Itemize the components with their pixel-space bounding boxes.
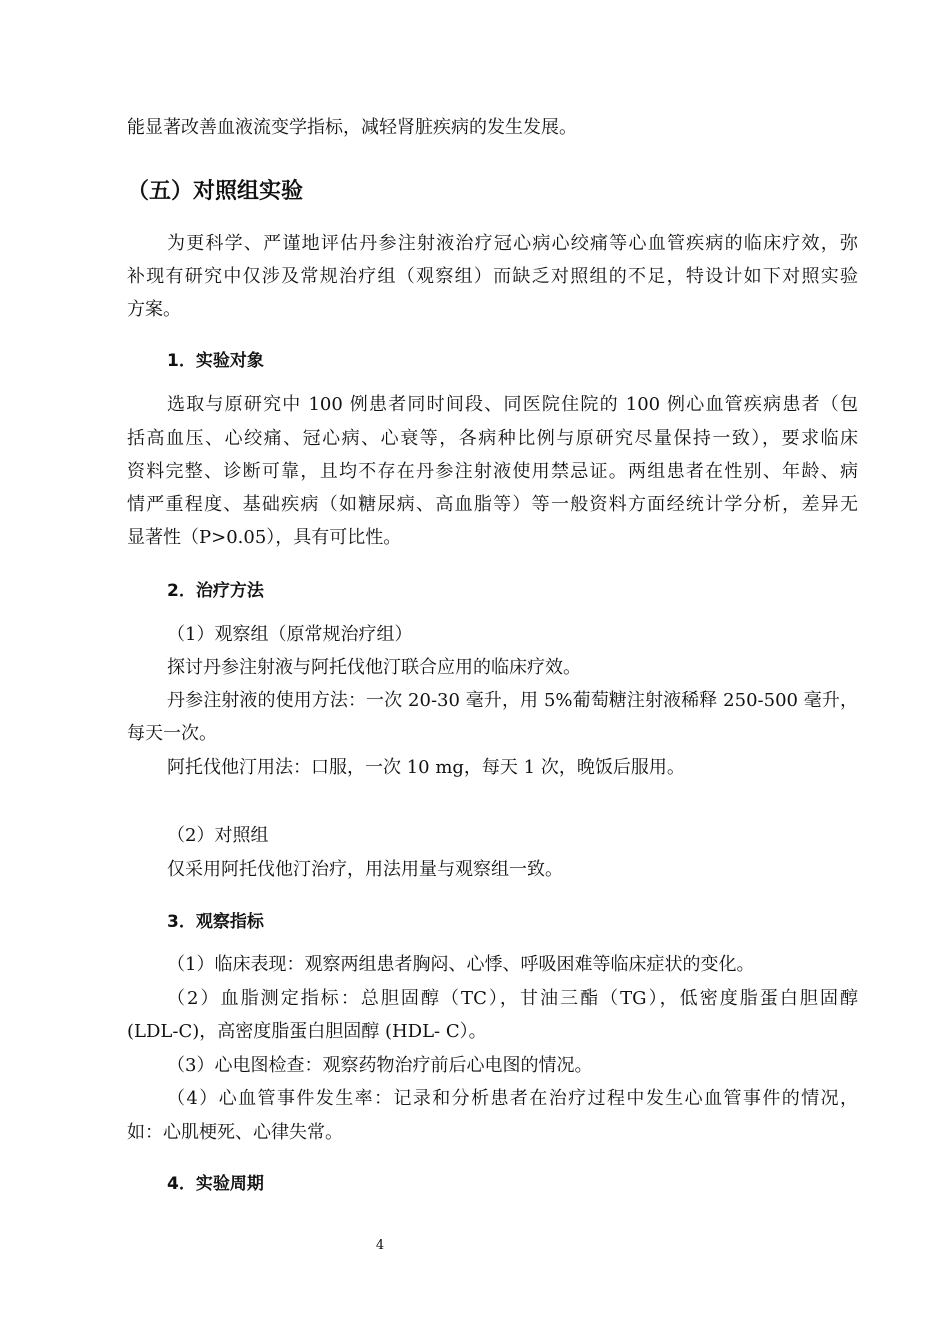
- subsection-heading: 4．实验周期: [167, 1174, 264, 1194]
- paragraph-line: （3）心电图检查：观察药物治疗前后心电图的情况。: [167, 1055, 593, 1076]
- paragraph-line: 括高血压、心绞痛、冠心病、心衰等，各病种比例与原研究尽量保持一致），要求临床: [127, 428, 858, 449]
- paragraph-line: 选取与原研究中 100 例患者同时间段、同医院住院的 100 例心血管疾病患者（包: [167, 394, 858, 415]
- page-number: 4: [375, 1238, 385, 1253]
- paragraph-line: 为更科学、严谨地评估丹参注射液治疗冠心病心绞痛等心血管疾病的临床疗效，弥: [167, 233, 858, 254]
- paragraph-line: 显著性（P>0.05），具有可比性。: [127, 527, 402, 548]
- subsection-heading: 1．实验对象: [167, 351, 264, 371]
- paragraph-line: （1）观察组（原常规治疗组）: [167, 624, 413, 645]
- subsection-heading: 3．观察指标: [167, 912, 264, 932]
- paragraph-line: 每天一次。: [127, 723, 217, 744]
- paragraph-line: （2）血脂测定指标：总胆固醇（TC），甘油三酯（TG），低密度脂蛋白胆固醇: [167, 988, 858, 1009]
- paragraph-line: 方案。: [127, 299, 181, 320]
- paragraph-line: 探讨丹参注射液与阿托伐他汀联合应用的临床疗效。: [167, 657, 581, 678]
- paragraph-line: 如：心肌梗死、心律失常。: [127, 1122, 343, 1143]
- paragraph-line: 补现有研究中仅涉及常规治疗组（观察组）而缺乏对照组的不足，特设计如下对照实验: [127, 266, 858, 287]
- paragraph-line: （2）对照组: [167, 825, 269, 846]
- paragraph-line: 仅采用阿托伐他汀治疗，用法用量与观察组一致。: [167, 859, 563, 880]
- section-heading: （五）对照组实验: [127, 179, 304, 204]
- paragraph-line: （1）临床表现：观察两组患者胸闷、心悸、呼吸困难等临床症状的变化。: [167, 954, 755, 975]
- paragraph-line: 资料完整、诊断可靠，且均不存在丹参注射液使用禁忌证。两组患者在性别、年龄、病: [127, 461, 858, 482]
- subsection-heading: 2．治疗方法: [167, 581, 264, 601]
- paragraph-line: 情严重程度、基础疾病（如糖尿病、高血脂等）等一般资料方面经统计学分析，差异无: [127, 494, 858, 515]
- paragraph-line: 能显著改善血液流变学指标，减轻肾脏疾病的发生发展。: [127, 117, 577, 138]
- paragraph-line: 阿托伐他汀用法：口服，一次 10 mg，每天 1 次，晚饭后服用。: [167, 757, 685, 778]
- paragraph-line: (LDL-C)，高密度脂蛋白胆固醇 (HDL- C）。: [127, 1021, 487, 1042]
- paragraph-line: （4）心血管事件发生率：记录和分析患者在治疗过程中发生心血管事件的情况，: [167, 1088, 858, 1109]
- paragraph-line: 丹参注射液的使用方法：一次 20-30 毫升，用 5%葡萄糖注射液稀释 250-500 毫升，: [167, 690, 858, 711]
